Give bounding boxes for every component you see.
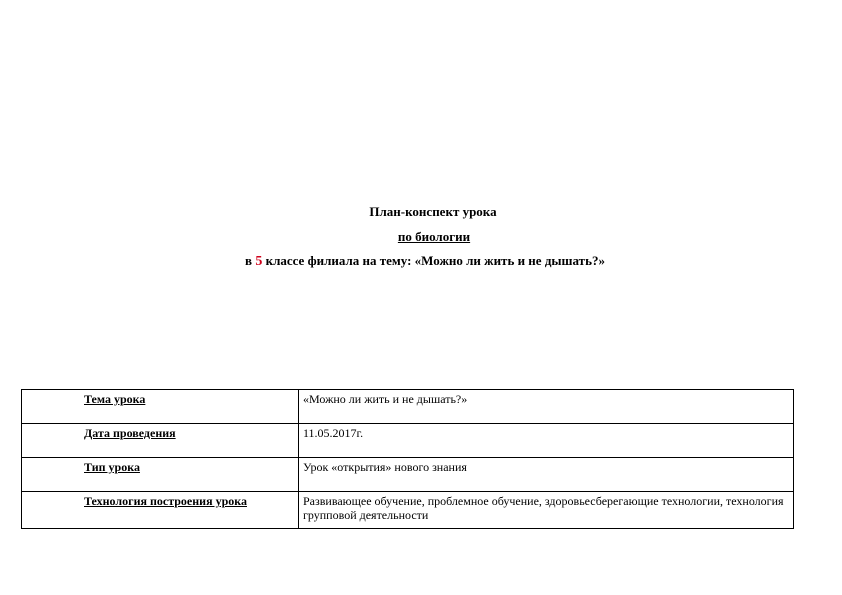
row-label-date: Дата проведения [22, 424, 299, 458]
row-value-date: 11.05.2017г. [299, 424, 794, 458]
row-value-technology: Развивающее обучение, проблемное обучение, здоровьесберегающие технологии, технология групповой деятельности [299, 492, 794, 529]
subject-line-text: по биологии [397, 229, 471, 244]
row-value-type: Урок «открытия» нового знания [299, 458, 794, 492]
table-row [22, 424, 794, 458]
topic-prefix: в [245, 253, 256, 268]
subject-line [0, 229, 842, 245]
table-row [22, 492, 794, 529]
lesson-plan-title-text: План-конспект урока [369, 204, 497, 219]
lesson-plan-title [0, 204, 842, 220]
table-row [22, 390, 794, 424]
table-row [22, 458, 794, 492]
grade-number: 5 [255, 254, 263, 269]
topic-suffix: классе филиала на тему: «Можно ли жить и не дышать?» [262, 253, 605, 268]
row-value-topic: «Можно ли жить и не дышать?» [299, 390, 794, 424]
topic-line-text [237, 253, 605, 270]
topic-line [0, 253, 842, 270]
row-label-technology: Технология построения урока [22, 492, 299, 529]
row-label-type: Тип урока [22, 458, 299, 492]
row-label-topic: Тема урока [22, 390, 299, 424]
lesson-info-table [21, 389, 794, 529]
